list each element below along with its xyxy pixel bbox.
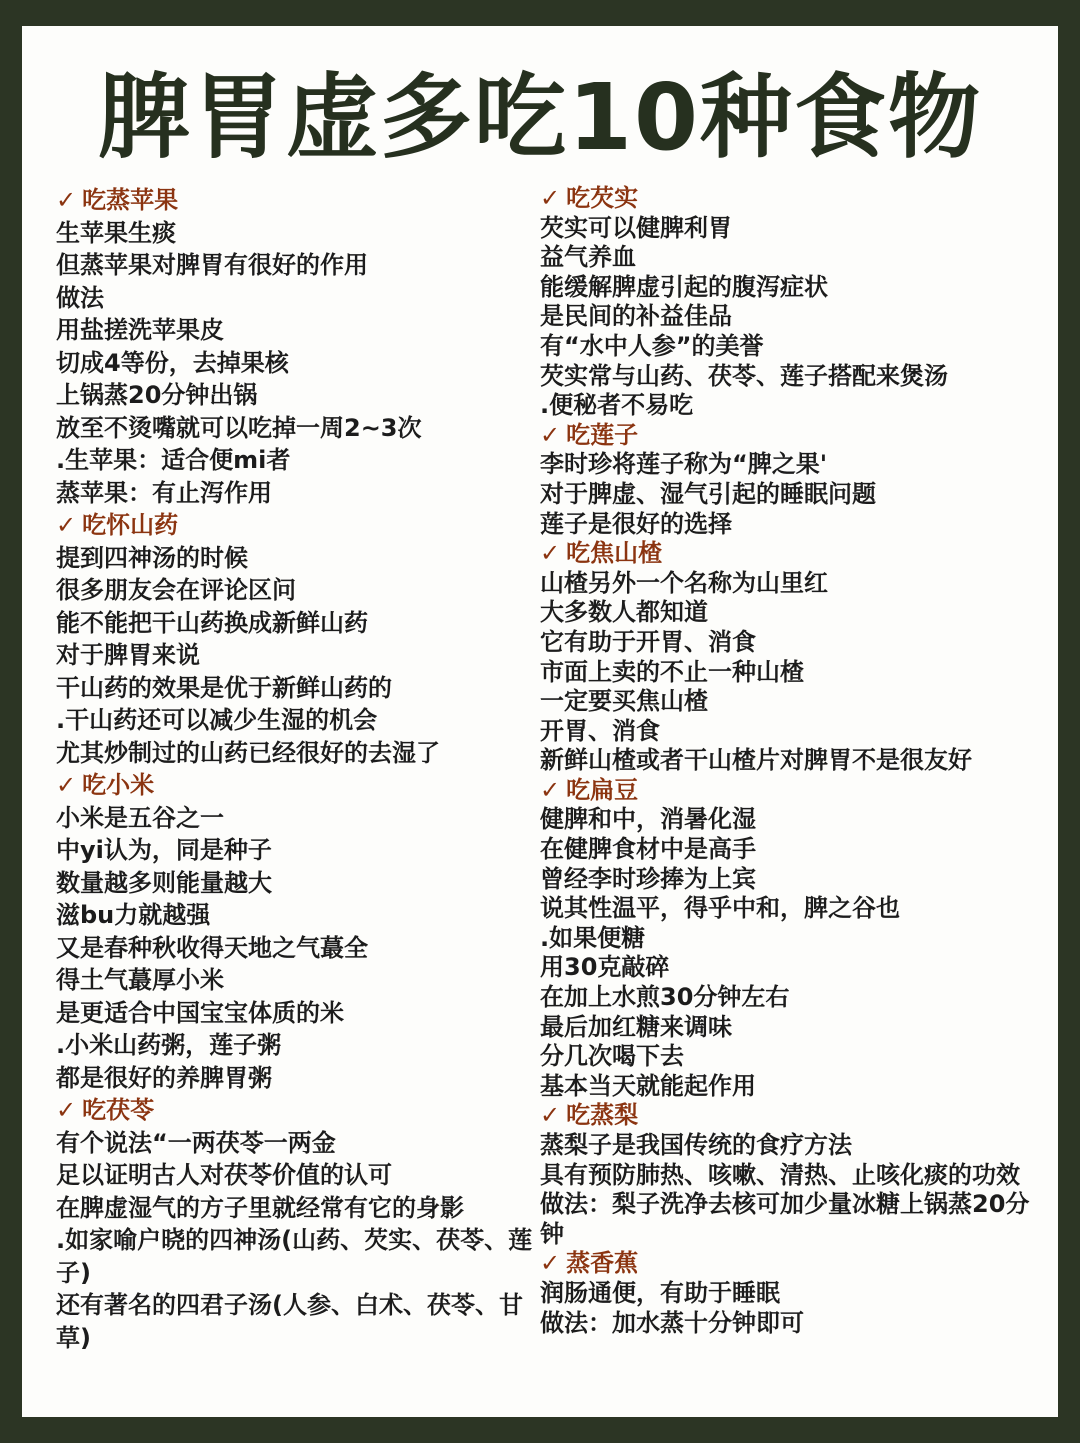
text-line: 小米是五谷之一 <box>56 803 224 832</box>
check-icon: ✓ <box>540 1249 561 1278</box>
check-icon: ✓ <box>540 1101 561 1130</box>
text-line: 干山药的效果是优于新鲜山药的 <box>56 673 392 702</box>
text-line: 又是春种秋收得天地之气蕞全 <box>56 933 368 962</box>
text-line: 尤其炒制过的山药已经很好的去湿了 <box>56 738 440 767</box>
text-line: 放至不烫嘴就可以吃掉一周2~3次 <box>56 413 422 442</box>
text-line: 对于脾胃来说 <box>56 641 200 669</box>
text-line: 对于脾虚、湿气引起的睡眠问题 <box>540 479 876 508</box>
left-column <box>56 184 536 1354</box>
text-line: 很多朋友会在评论区问 <box>56 576 296 604</box>
section-heading-text: 吃蒸苹果 <box>82 186 179 214</box>
check-icon: ✓ <box>56 771 77 799</box>
text-line: 曾经李时珍捧为上宾 <box>540 864 756 893</box>
check-icon: ✓ <box>56 186 77 214</box>
check-icon: ✓ <box>540 184 561 212</box>
section-heading-text: 吃莲子 <box>566 420 639 449</box>
text-line: 基本当天就能起作用 <box>540 1071 756 1100</box>
text-line: 芡实可以健脾利胃 <box>540 213 732 242</box>
section-heading <box>540 776 1036 806</box>
text-line: 具有预防肺热、咳嗽、清热、止咳化痰的功效 <box>540 1160 1020 1189</box>
text-line: 做法：加水蒸十分钟即可 <box>540 1308 804 1337</box>
text-line: 芡实常与山药、茯苓、莲子搭配来煲汤 <box>540 361 948 390</box>
text-line: 用盐搓洗苹果皮 <box>56 316 224 344</box>
text-line: 能缓解脾虚引起的腹泻症状 <box>540 272 828 301</box>
text-line: 滋bu力就越强 <box>56 901 211 929</box>
text-line: 是民间的补益佳品 <box>540 302 732 331</box>
text-line: 数量越多则能量越大 <box>56 868 272 897</box>
text-line: 莲子是很好的选择 <box>540 509 732 538</box>
food-section <box>56 184 536 509</box>
text-line: 蒸梨子是我国传统的食疗方法 <box>540 1131 852 1159</box>
text-line: 中yi认为，同是种子 <box>56 836 272 864</box>
food-section <box>56 1094 536 1354</box>
section-heading-text: 吃怀山药 <box>82 511 179 539</box>
food-section <box>540 776 1036 1102</box>
content-card <box>22 26 1058 1417</box>
food-section <box>56 769 536 1094</box>
text-line: 提到四神汤的时候 <box>56 543 248 572</box>
text-line: 在加上水煎30分钟左右 <box>540 983 790 1012</box>
text-line: 还有著名的四君子汤(人参、白术、茯苓、甘草) <box>56 1291 523 1352</box>
text-line: .如家喻户晓的四神汤(山药、芡实、茯苓、莲子) <box>56 1226 533 1287</box>
text-line: 润肠通便，有助于睡眠 <box>540 1278 780 1307</box>
text-line: 足以证明古人对茯苓价值的认可 <box>56 1161 392 1189</box>
text-line: 有“水中人参”的美誉 <box>540 331 764 360</box>
food-section <box>56 509 536 769</box>
text-line: 开胃、消食 <box>540 716 660 745</box>
text-line: .干山药还可以减少生湿的机会 <box>56 706 378 734</box>
text-line: 在健脾食材中是高手 <box>540 835 756 864</box>
section-heading-text: 吃小米 <box>82 771 155 799</box>
text-line: 分几次喝下去 <box>540 1042 684 1071</box>
text-line: 健脾和中，消暑化湿 <box>540 805 756 834</box>
text-line: .小米山药粥，莲子粥 <box>56 1031 282 1059</box>
section-heading <box>56 184 536 217</box>
text-line: 李时珍将莲子称为“脾之果' <box>540 450 828 479</box>
section-heading <box>540 421 1036 451</box>
food-section <box>540 184 1036 421</box>
text-line: .如果便糖 <box>540 923 646 952</box>
text-line: 用30克敲碎 <box>540 953 670 982</box>
text-line: 切成4等份，去掉果核 <box>56 348 289 377</box>
text-line: 一定要买焦山楂 <box>540 687 708 716</box>
text-line: 说其性温平，得乎中和，脾之谷也 <box>540 894 900 923</box>
text-line: 大多数人都知道 <box>540 598 708 627</box>
section-heading <box>56 1094 536 1127</box>
page-title: 脾胃虚多吃10种食物 <box>97 64 983 171</box>
section-heading <box>540 1101 1036 1131</box>
check-icon: ✓ <box>56 511 77 539</box>
section-heading <box>56 769 536 802</box>
check-icon: ✓ <box>540 775 561 804</box>
text-line: 市面上卖的不止一种山楂 <box>540 657 804 686</box>
text-line: 是更适合中国宝宝体质的米 <box>56 998 344 1027</box>
section-heading-text: 吃焦山楂 <box>566 539 663 568</box>
text-line: 都是很好的养脾胃粥 <box>56 1063 272 1092</box>
text-line: 在脾虚湿气的方子里就经常有它的身影 <box>56 1193 464 1222</box>
food-section <box>540 539 1036 776</box>
text-line: 山楂另外一个名称为山里红 <box>540 568 828 597</box>
section-heading <box>540 184 1036 214</box>
food-section <box>540 1101 1036 1249</box>
text-line: .便秘者不易吃 <box>540 391 694 420</box>
text-line: 做法：梨子洗净去核可加少量冰糖上锅蒸20分钟 <box>540 1190 1030 1248</box>
text-line: 新鲜山楂或者干山楂片对脾胃不是很友好 <box>540 746 972 775</box>
text-line: 上锅蒸20分钟出锅 <box>56 381 258 409</box>
section-heading-text: 蒸香蕉 <box>566 1249 639 1278</box>
section-heading-text: 吃茯苓 <box>82 1096 155 1124</box>
text-line: 蒸苹果：有止泻作用 <box>56 478 272 507</box>
text-line: 生苹果生痰 <box>56 218 176 247</box>
text-line: 有个说法“一两茯苓一两金 <box>56 1128 336 1157</box>
section-heading <box>540 1249 1036 1279</box>
section-heading <box>540 539 1036 569</box>
section-heading-text: 吃扁豆 <box>566 775 639 804</box>
check-icon: ✓ <box>540 539 561 568</box>
right-column <box>540 184 1036 1338</box>
check-icon: ✓ <box>540 420 561 449</box>
text-line: .生苹果：适合便mi者 <box>56 446 291 474</box>
section-heading-text: 吃芡实 <box>566 184 639 212</box>
text-line: 最后加红糖来调味 <box>540 1012 732 1041</box>
food-section <box>540 421 1036 539</box>
food-section <box>540 1249 1036 1338</box>
section-heading <box>56 509 536 542</box>
check-icon: ✓ <box>56 1096 77 1124</box>
section-heading-text: 吃蒸梨 <box>566 1101 639 1130</box>
text-line: 做法 <box>56 283 104 312</box>
text-line: 但蒸苹果对脾胃有很好的作用 <box>56 251 368 279</box>
text-line: 益气养血 <box>540 243 636 272</box>
text-line: 它有助于开胃、消食 <box>540 627 756 656</box>
text-line: 得土气蕞厚小米 <box>56 966 224 994</box>
text-line: 能不能把干山药换成新鲜山药 <box>56 608 368 637</box>
